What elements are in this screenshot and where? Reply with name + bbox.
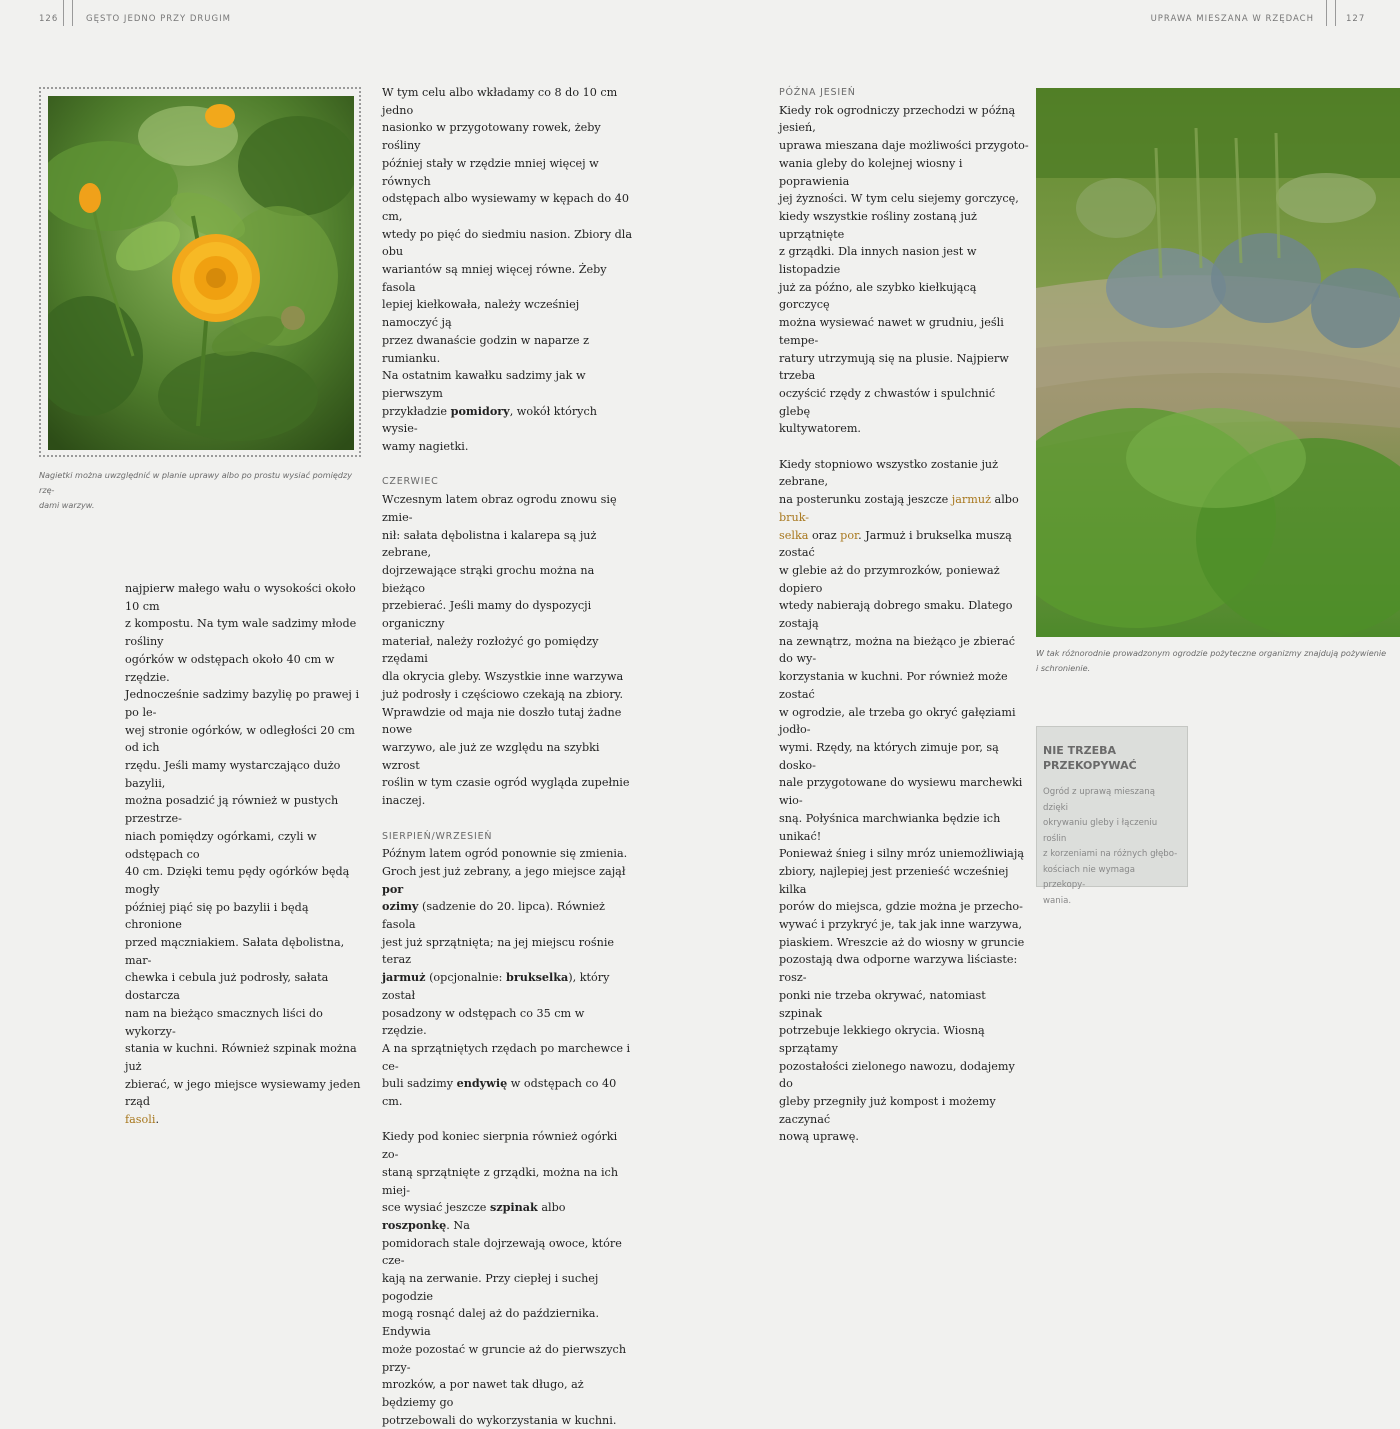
- text-line: Wczesnym latem obraz ogrodu znowu się zmie-: [382, 493, 617, 524]
- text-fragment: Groch jest już zebrany, a jego miejsce zajął: [382, 864, 626, 878]
- highlight-term: jarmuż: [951, 493, 991, 507]
- text-line: ogórków w odstępach około 40 cm w rzędzie.: [125, 652, 335, 684]
- text-line: dla okrycia gleby. Wszystkie inne warzywa: [382, 670, 624, 684]
- text-line: uprawa mieszana daje możliwości przygoto-: [779, 139, 1029, 153]
- text-line: jest już sprzątnięta; na jej miejscu rośnie teraz: [382, 935, 615, 967]
- text-line: nił: sałata dębolistna i kalarepa są już zebrane,: [382, 528, 597, 560]
- text-fragment: oraz: [808, 528, 841, 542]
- text-line: [125, 1111, 365, 1129]
- text-fragment: w odstępach co 40 cm.: [382, 1077, 617, 1109]
- text-line: ponki nie trzeba okrywać, natomiast szpinak: [779, 988, 986, 1020]
- text-line: posadzony w odstępach co 35 cm w rzędzie.: [382, 1006, 585, 1038]
- text-line: Kiedy rok ogrodniczy przechodzi w późną jesień,: [779, 103, 1016, 135]
- text-line: gleby przegniły już kompost i możemy zaczynać: [779, 1095, 996, 1126]
- section-heading-czerwiec: CZERWIEC: [382, 476, 439, 488]
- bold-term: pomidory: [450, 403, 510, 418]
- text-line: oczyścić rzędy z chwastów i spulchnić glebę: [779, 386, 996, 418]
- text-line: jej żyzności. W tym celu siejemy gorczycę,: [779, 192, 1019, 206]
- text-line: okrywaniu gleby i łączeniu roślin: [1043, 818, 1158, 844]
- text-line: z kompostu. Na tym wale sadzimy młode rośliny: [125, 617, 357, 649]
- text-fragment: , wokół których wysie-: [382, 404, 597, 436]
- marigold-photo-caption: Nagietki można uwzględnić w planie uprawy albo po prostu wysiać pomiędzy rzę- dami warzyw.: [39, 470, 352, 510]
- text-line: [382, 863, 632, 898]
- text-line: można posadzić ją również w pustych przestrze-: [125, 794, 339, 826]
- garden-rows-photo: [1036, 88, 1400, 637]
- text-line: wtedy nabierają dobrego smaku. Dlatego zostają: [779, 599, 1013, 631]
- text-line: mogą rosnąć dalej aż do października. Endywia: [382, 1307, 599, 1339]
- text-line: [382, 403, 632, 438]
- text-fragment: albo: [537, 1201, 566, 1215]
- text-line: potrzebowali do wykorzystania w kuchni.: [382, 1413, 617, 1427]
- text-line: wania.: [1043, 895, 1072, 906]
- text-line: [382, 898, 632, 933]
- info-box: [1036, 726, 1188, 906]
- text-line: ratury utrzymują się na plusie. Najpierw trzeba: [779, 351, 1009, 383]
- text-line: Wprawdzie od maja nie doszło tutaj żadne nowe: [382, 705, 622, 737]
- column-3-text: [779, 84, 1029, 1146]
- text-line: Kiedy pod koniec sierpnia również ogórki zo-: [382, 1130, 618, 1162]
- bold-term: brukselka: [506, 970, 569, 985]
- highlight-term: bruk-: [779, 510, 810, 524]
- bold-term: roszponkę: [382, 1217, 447, 1232]
- text-line: kościach nie wymaga przekopy-: [1043, 864, 1136, 890]
- text-line: niach pomiędzy ogórkami, czyli w odstępach co: [125, 829, 317, 861]
- text-line: potrzebuje lekkiego okrycia. Wiosną sprzątamy: [779, 1024, 985, 1055]
- left-page-number: 126: [39, 14, 59, 24]
- marigold-photo-frame: [39, 87, 361, 457]
- marigold-photo: [48, 96, 354, 450]
- text-line: już za późno, ale szybko kiełkującą gorczycę: [779, 280, 977, 312]
- text-line: wamy nagietki.: [382, 440, 469, 454]
- text-line: nową uprawę.: [779, 1130, 859, 1144]
- info-box-title-line: NIE TRZEBA: [1043, 744, 1117, 757]
- column-1-text: [125, 580, 365, 1129]
- section-heading-sierpien: SIERPIEŃ/WRZESIEŃ: [382, 830, 493, 842]
- text-line: kają na zerwanie. Przy ciepłej i suchej pogodzie: [382, 1272, 599, 1303]
- section-heading-pozna-jesien: PÓŹNA JESIEŃ: [779, 87, 856, 98]
- bold-term: jarmuż: [382, 970, 426, 985]
- text-line: pomidorach stale dojrzewają owoce, które cze-: [382, 1236, 622, 1268]
- text-line: przebierać. Jeśli mamy do dyspozycji organiczny: [382, 599, 592, 631]
- text-line: piaskiem. Wreszcie aż do wiosny w gruncie: [779, 935, 1025, 949]
- info-box-title-line: PRZEKOPYWAĆ: [1043, 759, 1137, 772]
- text-line: może pozostać w gruncie aż do pierwszych przy-: [382, 1342, 627, 1374]
- text-line: wtedy po pięć do siedmiu nasion. Zbiory dla obu: [382, 227, 632, 259]
- text-line: nam na bieżąco smacznych liści do wykorzy-: [125, 1006, 323, 1038]
- header-rule: [1335, 0, 1336, 26]
- text-line: z grządki. Dla innych nasion jest w listopadzie: [779, 245, 977, 277]
- highlight-term: por: [840, 528, 859, 542]
- text-line: w ogrodzie, ale trzeba go okryć gałęziami jodło-: [779, 705, 1016, 737]
- text-fragment: sce wysiać jeszcze: [382, 1201, 490, 1215]
- text-line: chewka i cebula już podrosły, sałata dostarcza: [125, 971, 329, 1003]
- text-fragment: buli sadzimy: [382, 1077, 457, 1091]
- text-line: w glebie aż do przymrozków, ponieważ dopiero: [779, 563, 1000, 595]
- column-2-text: [382, 84, 632, 1429]
- text-fragment: (opcjonalnie:: [425, 971, 506, 985]
- text-line: można wysiewać nawet w grudniu, jeśli tempe-: [779, 316, 1004, 347]
- text-line: stania w kuchni. Również szpinak można już: [125, 1042, 357, 1073]
- text-line: pozostają dwa odporne warzywa liściaste: rosz-: [779, 953, 1018, 985]
- text-line: wania gleby do kolejnej wiosny i poprawienia: [779, 156, 963, 188]
- text-line: już podrosły i częściowo czekają na zbiory.: [382, 687, 624, 701]
- text-line: korzystania w kuchni. Por również może zostać: [779, 670, 1008, 701]
- text-line: staną sprzątnięte z grządki, można na ich miej-: [382, 1165, 619, 1197]
- text-line: kiedy wszystkie rośliny zostaną już uprzątnięte: [779, 209, 977, 241]
- text-line: nale przygotowane do wysiewu marchewki wio-: [779, 776, 1023, 808]
- text-line: Na ostatnim kawałku sadzimy jak w pierwszym: [382, 369, 586, 400]
- text-line: [779, 527, 1029, 562]
- text-line: [382, 969, 632, 1004]
- info-box-title: [1043, 743, 1179, 773]
- text-line: sną. Połyśnica marchwianka będzie ich unikać!: [779, 811, 1001, 843]
- header-rule: [72, 0, 73, 26]
- text-line: Ponieważ śnieg i silny mróz uniemożliwiają: [779, 847, 1024, 861]
- text-line: później stały w rzędzie mniej więcej w równych: [382, 156, 599, 188]
- text-line: lepiej kiełkowała, należy wcześniej namoczyć ją: [382, 298, 580, 330]
- text-line: zbiory, najlepiej jest przenieść wcześniej kilka: [779, 864, 1009, 896]
- right-running-title: UPRAWA MIESZANA W RZĘDACH: [1150, 14, 1314, 24]
- text-line: wej stronie ogórków, w odległości 20 cm od ich: [125, 723, 355, 755]
- text-line: na zewnątrz, można na bieżąco je zbierać do wy-: [779, 634, 1016, 666]
- highlight-term: fasoli: [125, 1113, 156, 1127]
- text-line: pozostałości zielonego nawozu, dodajemy do: [779, 1059, 1015, 1091]
- text-line: [779, 491, 1029, 526]
- text-line: przed mączniakiem. Sałata dębolistna, mar-: [125, 936, 345, 967]
- text-line: materiał, należy rozłożyć go pomiędzy rzędami: [382, 634, 599, 666]
- text-fragment: . Jarmuż i brukselka muszą zostać: [779, 528, 1012, 560]
- text-line: rzędu. Jeśli mamy wystarczająco dużo bazylii,: [125, 759, 341, 790]
- text-line: [382, 1199, 632, 1234]
- highlight-term: selka: [779, 528, 809, 542]
- text-line: inaczej.: [382, 794, 426, 808]
- right-page-number: 127: [1346, 14, 1366, 24]
- text-line: A na sprzątniętych rzędach po marchewce i ce-: [382, 1041, 631, 1073]
- text-line: porów do miejsca, gdzie można je przecho-: [779, 900, 1023, 914]
- text-line: [382, 1075, 632, 1110]
- text-line: z korzeniami na różnych głębo-: [1043, 849, 1178, 859]
- bold-term: szpinak: [489, 1200, 538, 1215]
- text-line: W tym celu albo wkładamy co 8 do 10 cm jedno: [382, 86, 618, 117]
- text-line: kultywatorem.: [779, 422, 861, 436]
- header-rule: [63, 0, 64, 26]
- text-line: Jednocześnie sadzimy bazylię po prawej i po le-: [125, 688, 360, 719]
- text-line: warzywo, ale już ze względu na szybki wzrost: [382, 741, 600, 772]
- text-line: Kiedy stopniowo wszystko zostanie już zebrane,: [779, 457, 999, 489]
- text-line: nasionko w przygotowany rowek, żeby rośliny: [382, 121, 601, 153]
- garden-photo-caption: W tak różnorodnie prowadzonym ogrodzie pożyteczne organizmy znajdują pożywienie i schronienie.: [1036, 648, 1387, 673]
- text-fragment: na posterunku zostają jeszcze: [779, 493, 952, 507]
- text-line: wywać i przykryć je, tak jak inne warzywa,: [779, 918, 1023, 932]
- bold-term: por: [382, 881, 404, 896]
- text-line: dojrzewające strąki grochu można na bieżąco: [382, 563, 595, 595]
- text-fragment: . Na: [446, 1218, 470, 1232]
- text-line: roślin w tym czasie ogród wygląda zupełnie: [382, 776, 630, 790]
- bold-term: endywię: [456, 1076, 508, 1091]
- text-line: odstępach albo wysiewamy w kępach do 40 cm,: [382, 192, 629, 223]
- text-fragment: albo: [990, 493, 1019, 507]
- text-line: 40 cm. Dzięki temu pędy ogórków będą mogły: [125, 865, 350, 896]
- left-running-title: GĘSTO JEDNO PRZY DRUGIM: [86, 14, 231, 24]
- text-line: później piąć się po bazylii i będą chronione: [125, 900, 309, 932]
- text-line: przez dwanaście godzin w naparze z rumianku.: [382, 333, 589, 365]
- text-line: Ogród z uprawą mieszaną dzięki: [1043, 787, 1155, 813]
- text-fragment: .: [155, 1113, 160, 1127]
- header-rule: [1326, 0, 1327, 26]
- text-fragment: ), który został: [382, 971, 610, 1002]
- text-fragment: przykładzie: [382, 404, 451, 418]
- text-line: najpierw małego wału o wysokości około 10 cm: [125, 582, 356, 613]
- bold-term: ozimy: [382, 899, 419, 914]
- info-box-text: [1043, 785, 1179, 909]
- text-line: zbierać, w jego miejsce wysiewamy jeden rząd: [125, 1077, 361, 1109]
- text-line: mrozków, a por nawet tak długo, aż będziemy go: [382, 1378, 584, 1409]
- text-line: wariantów są mniej więcej równe. Żeby fasola: [382, 263, 607, 294]
- text-line: Późnym latem ogród ponownie się zmienia.: [382, 847, 628, 861]
- text-line: wymi. Rzędy, na których zimuje por, są dosko-: [779, 741, 999, 772]
- text-fragment: (sadzenie do 20. lipca). Również fasola: [382, 900, 605, 932]
